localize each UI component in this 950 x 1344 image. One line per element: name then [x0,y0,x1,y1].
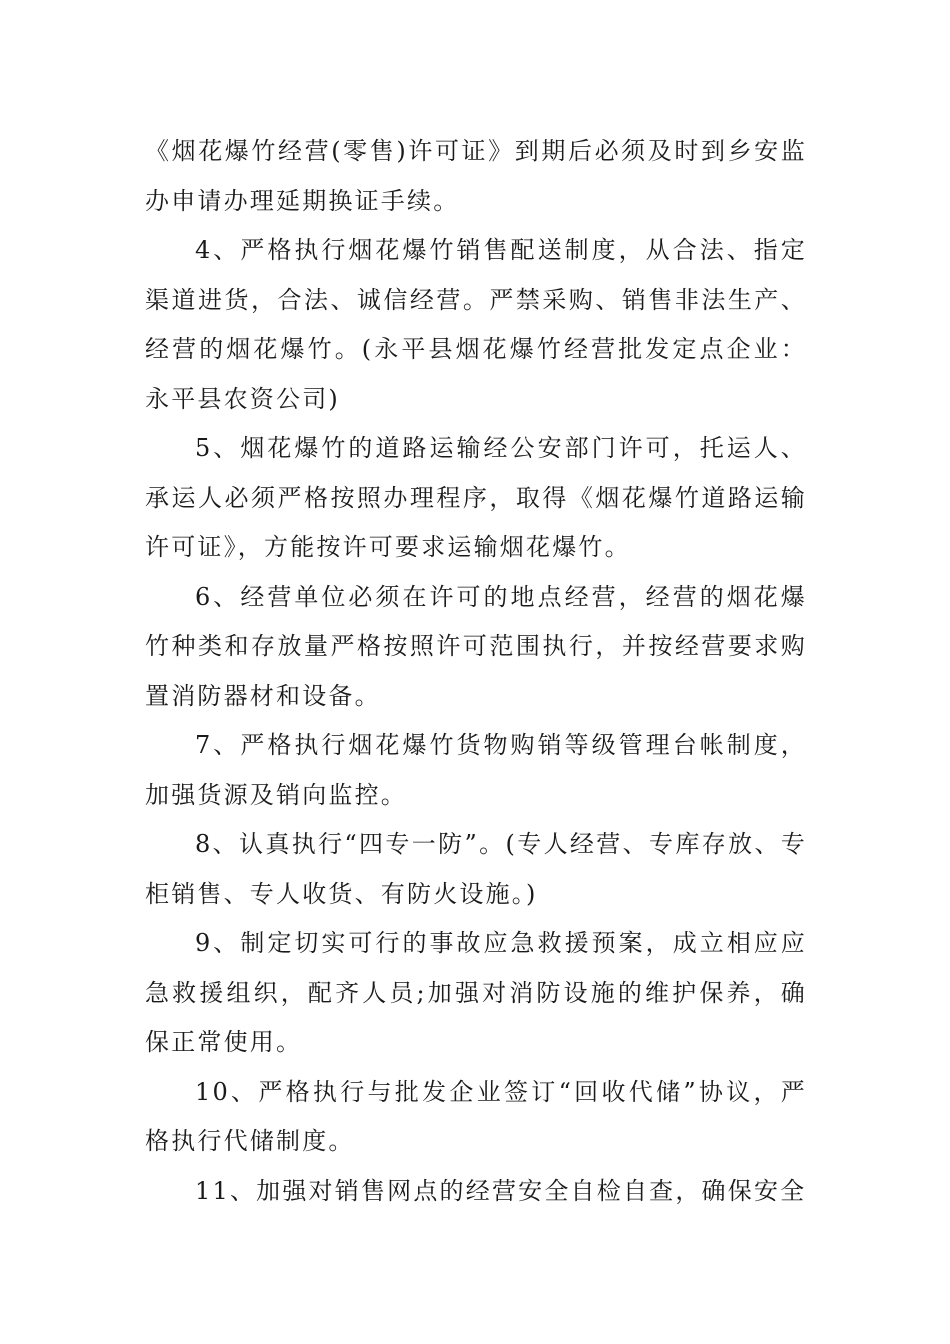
paragraph-item-4: 4、严格执行烟花爆竹销售配送制度，从合法、指定渠道进货，合法、诚信经营。严禁采购、销售非法生产、经营的烟花爆竹。(永平县烟花爆竹经营批发定点企业：永平县农资公司) [145,236,807,413]
paragraph-item-9: 9、制定切实可行的事故应急救援预案，成立相应应急救援组织，配齐人员;加强对消防设施的维护保养，确保正常使用。 [145,929,807,1056]
paragraph-item-7: 7、严格执行烟花爆竹货物购销等级管理台帐制度，加强货源及销向监控。 [145,731,807,809]
paragraph-item-10: 10、严格执行与批发企业签订“回收代储”协议，严格执行代储制度。 [145,1077,807,1155]
paragraph-continuation: 《烟花爆竹经营(零售)许可证》到期后必须及时到乡安监办申请办理延期换证手续。 [145,137,807,215]
paragraph-item-11: 11、加强对销售网点的经营安全自检自查，确保安全 [195,1176,807,1205]
document-page [145,127,807,1216]
paragraph-item-6: 6、经营单位必须在许可的地点经营，经营的烟花爆竹种类和存放量严格按照许可范围执行，并按经营要求购置消防器材和设备。 [145,582,807,710]
paragraph-item-8: 8、认真执行“四专一防”。(专人经营、专库存放、专柜销售、专人收货、有防火设施。) [145,830,807,908]
paragraph-item-5: 5、烟花爆竹的道路运输经公安部门许可，托运人、承运人必须严格按照办理程序，取得《烟花爆竹道路运输许可证》，方能按许可要求运输烟花爆竹。 [145,434,807,561]
